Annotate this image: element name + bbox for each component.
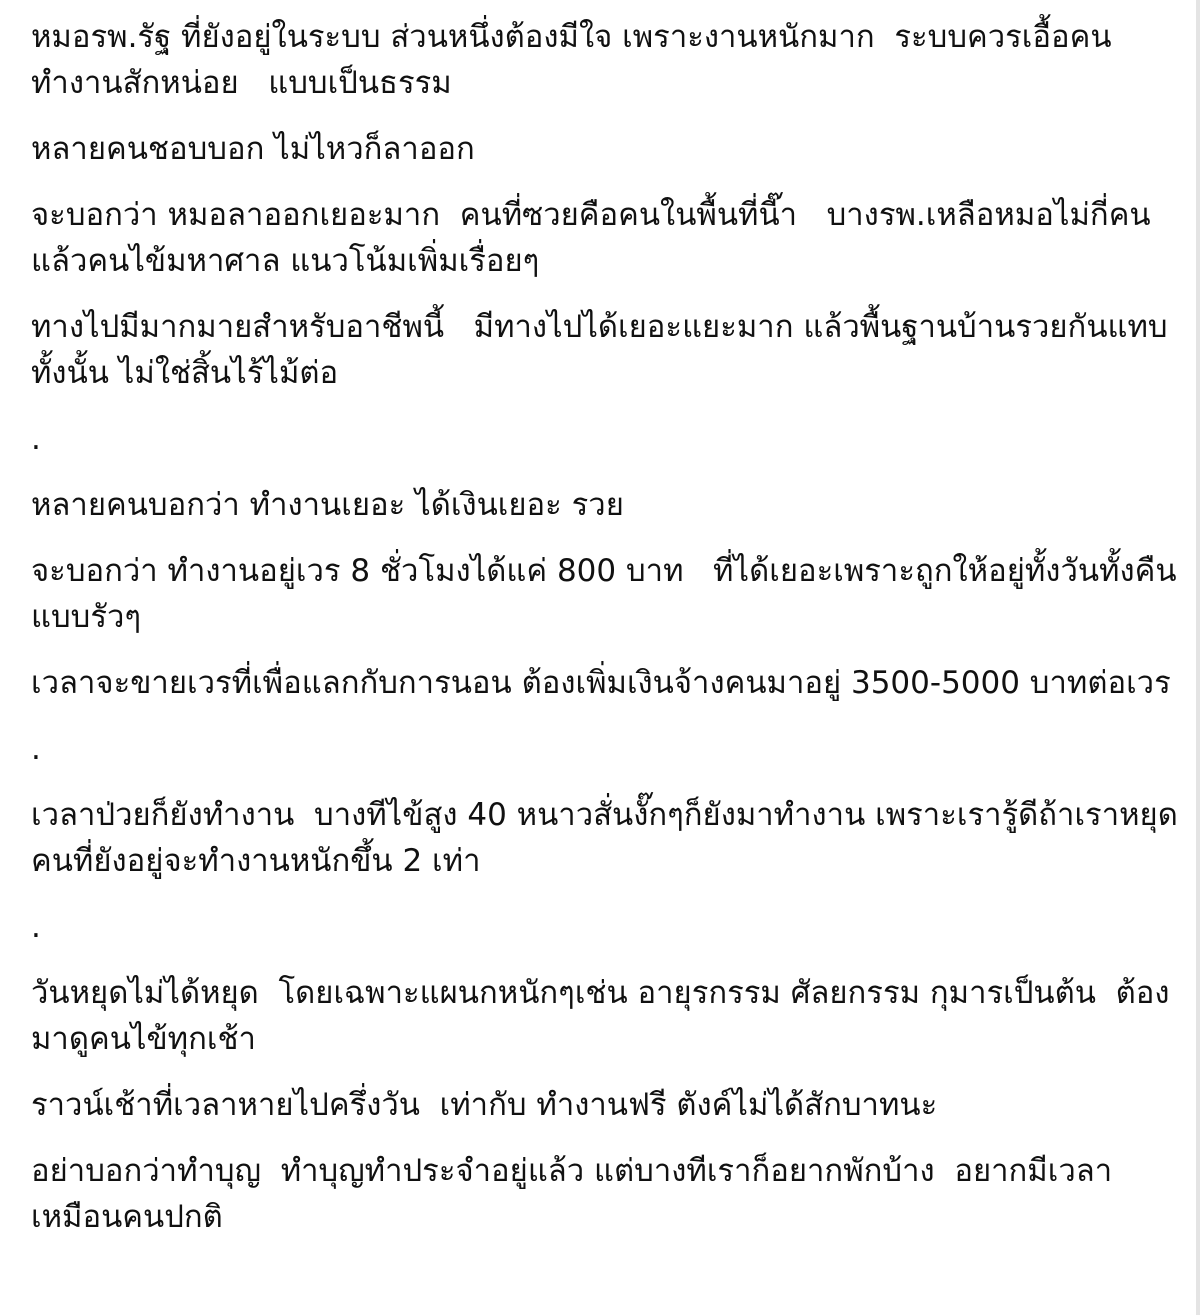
post-body [31, 14, 1188, 1260]
paragraph-2: หลายคนชอบบอก ไม่ไหวก็ลาออก [31, 131, 475, 167]
paragraph-10: ราวน์เช้าที่เวลาหายไปครึ่งวัน เท่ากับ ทำงานฟรี ตังค์ไม่ได้สักบาทนะ [31, 1087, 938, 1123]
paragraph-8: เวลาป่วยก็ยังทำงาน บางทีไข้สูง 40 หนาวสั่นงั๊กๆก็ยังมาทำงาน เพราะเรารู้ดีถ้าเราหยุด คนที่ยังอยู่จะทำงานหนักขึ้น 2 เท่า [31, 797, 1188, 879]
paragraph-9: วันหยุดไม่ได้หยุด โดยเฉพาะแผนกหนักๆเช่น อายุรกรรม ศัลยกรรม กุมารเป็นต้น ต้องมาดูคนไข้ทุกเช้า [31, 975, 1170, 1057]
right-edge-border [1196, 0, 1200, 1315]
separator-dot-1: . [31, 421, 41, 457]
separator-dot-3: . [31, 909, 41, 945]
paragraph-11: อย่าบอกว่าทำบุญ ทำบุญทำประจำอยู่แล้ว แต่บางทีเราก็อยากพักบ้าง อยากมีเวลาเหมือนคนปกติ [31, 1153, 1113, 1235]
paragraph-1: หมอรพ.รัฐ ที่ยังอยู่ในระบบ ส่วนหนึ่งต้องมีใจ เพราะงานหนักมาก ระบบควรเอื้อคนทำงานสักหน่อย แบบเป็นธรรม [31, 19, 1112, 101]
separator-dot-2: . [31, 731, 41, 767]
paragraph-6: จะบอกว่า ทำงานอยู่เวร 8 ชั่วโมงได้แค่ 800 บาท ที่ได้เยอะเพราะถูกให้อยู่ทั้งวันทั้งคืนแบบรัวๆ [31, 553, 1177, 635]
paragraph-4: ทางไปมีมากมายสำหรับอาชีพนี้ มีทางไปได้เยอะแยะมาก แล้วพื้นฐานบ้านรวยกันแทบทั้งนั้น ไม่ใช่สิ้นไร้ไม้ต่อ [31, 309, 1168, 391]
paragraph-3: จะบอกว่า หมอลาออกเยอะมาก คนที่ซวยคือคนในพื้นที่นี๊า บางรพ.เหลือหมอไม่กี่คน แล้วคนไข้มหาศาล แนวโน้มเพิ่มเรื่อยๆ [31, 197, 1161, 279]
paragraph-5: หลายคนบอกว่า ทำงานเยอะ ได้เงินเยอะ รวย [31, 487, 624, 523]
paragraph-7: เวลาจะขายเวรที่เพื่อแลกกับการนอน ต้องเพิ่มเงินจ้างคนมาอยู่ 3500-5000 บาทต่อเวร [31, 665, 1171, 701]
